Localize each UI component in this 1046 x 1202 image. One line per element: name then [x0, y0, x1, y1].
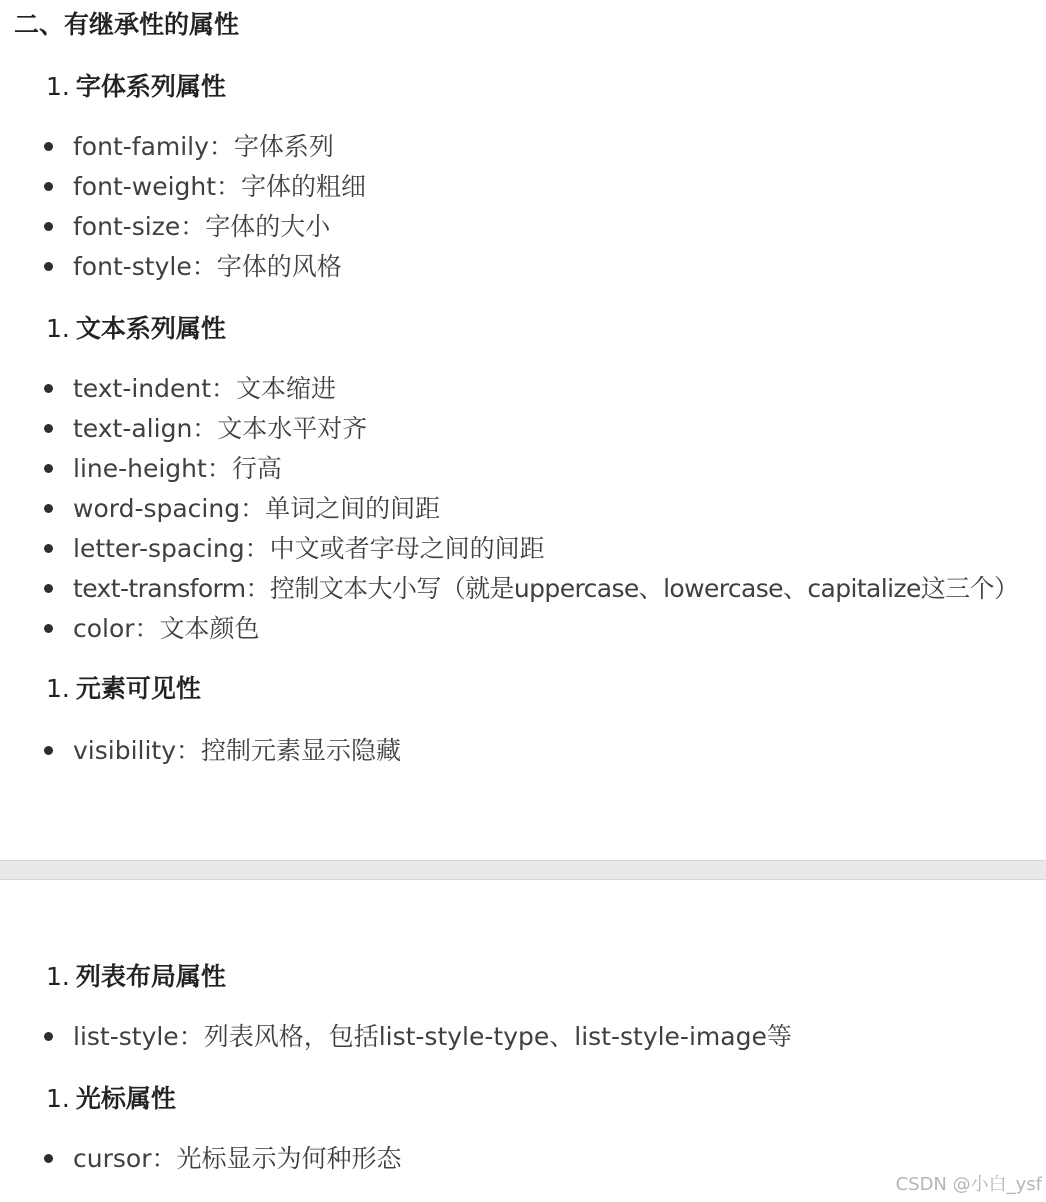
section-title-font — [46, 70, 226, 104]
section-number: 1. — [46, 1084, 70, 1113]
list-item — [44, 250, 342, 284]
bullet-icon — [44, 222, 53, 231]
list-item-text: font-family：字体系列 — [73, 132, 334, 161]
list-item-text: visibility：控制元素显示隐藏 — [73, 736, 402, 765]
list-item — [44, 572, 1018, 606]
bullet-icon — [44, 262, 53, 271]
list-item-text: line-height：行高 — [73, 454, 282, 483]
bullet-icon — [44, 624, 53, 633]
list-item-text: cursor：光标显示为何种形态 — [73, 1144, 402, 1173]
section-number: 1. — [46, 314, 70, 343]
bullet-icon — [44, 424, 53, 433]
list-item-text: font-weight：字体的粗细 — [73, 172, 367, 201]
bullet-icon — [44, 1154, 53, 1163]
section-label: 字体系列属性 — [75, 72, 226, 101]
bullet-icon — [44, 584, 53, 593]
section-title-text — [46, 312, 226, 346]
list-item — [44, 492, 440, 526]
bullet-icon — [44, 1032, 53, 1041]
list-item — [44, 1020, 792, 1054]
list-item-text: letter-spacing：中文或者字母之间的间距 — [73, 534, 545, 563]
list-item — [44, 734, 401, 768]
section-label: 光标属性 — [75, 1084, 176, 1113]
list-item-text: color：文本颜色 — [73, 614, 260, 643]
page-divider — [0, 860, 1046, 880]
section-number: 1. — [46, 674, 70, 703]
bullet-icon — [44, 464, 53, 473]
list-item — [44, 532, 545, 566]
bullet-icon — [44, 504, 53, 513]
list-item — [44, 372, 336, 406]
section-title-list — [46, 960, 226, 994]
list-item — [44, 170, 366, 204]
list-item-text: font-size：字体的大小 — [73, 212, 331, 241]
section-title-visibility — [46, 672, 201, 706]
bullet-icon — [44, 544, 53, 553]
page-heading: 二、有继承性的属性 — [14, 10, 240, 39]
list-item-text: font-style：字体的风格 — [73, 252, 342, 281]
list-item — [44, 612, 260, 646]
list-item-text: text-indent：文本缩进 — [73, 374, 337, 403]
section-label: 文本系列属性 — [75, 314, 226, 343]
list-item — [44, 130, 334, 164]
watermark: CSDN @小白_ysf — [895, 1174, 1042, 1195]
section-number: 1. — [46, 72, 70, 101]
section-number: 1. — [46, 962, 70, 991]
bullet-icon — [44, 182, 53, 191]
list-item-text: list-style：列表风格，包括list-style-type、list-style-image等 — [73, 1022, 792, 1051]
list-item-text: text-align：文本水平对齐 — [73, 414, 368, 443]
list-item — [44, 452, 282, 486]
list-item — [44, 1142, 401, 1176]
bullet-icon — [44, 142, 53, 151]
section-label: 元素可见性 — [75, 674, 201, 703]
section-label: 列表布局属性 — [75, 962, 226, 991]
section-title-cursor — [46, 1082, 176, 1116]
bullet-icon — [44, 384, 53, 393]
list-item — [44, 210, 330, 244]
list-item-text: word-spacing：单词之间的间距 — [73, 494, 441, 523]
list-item — [44, 412, 367, 446]
bullet-icon — [44, 746, 53, 755]
list-item-text: text-transform：控制文本大小写（就是uppercase、lowercase、capitalize这三个） — [73, 574, 1019, 603]
